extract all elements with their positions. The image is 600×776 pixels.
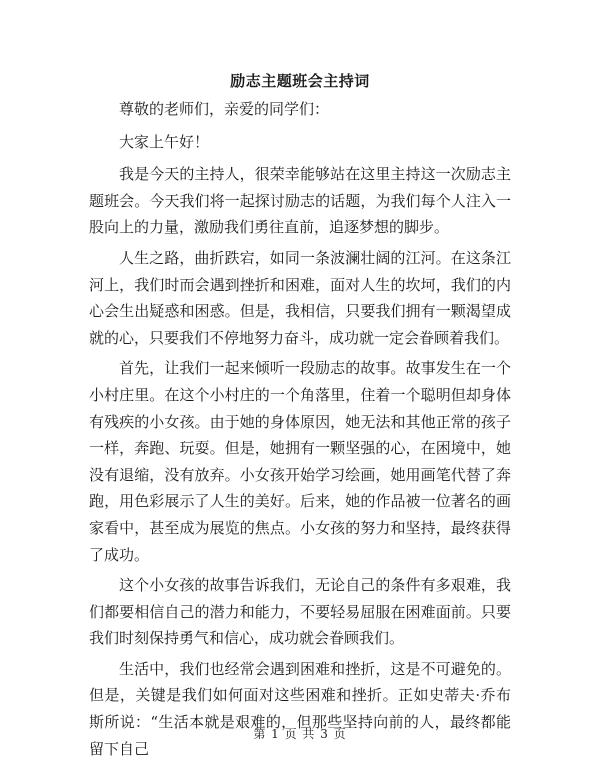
salutation-paragraph: 尊敬的老师们，亲爱的同学们： <box>119 100 330 118</box>
body-paragraph-quote: 生活中，我们也经常会遇到困难和挫折，这是不可避免的。但是，关键是我们如何面对这些困难和挫折。正如史蒂夫·乔布斯所说：“生活本就是艰难的，但那些坚持向前的人，最终都能留下自己 <box>89 659 511 758</box>
body-paragraph-life-path: 人生之路，曲折跌宕，如同一条波澜壮阔的江河。在这条江河上，我们时而会遇到挫折和困难，面对人生的坎坷，我们的内心会生出疑惑和困惑。但是，我相信，只要我们拥有一颗渴望成就的心，只要我们不停地努力奋斗，成功就一定会眷顾着我们。 <box>89 248 511 347</box>
page-number-footer: 第 1 页 共 3 页 <box>253 727 347 741</box>
body-paragraph-intro: 我是今天的主持人，很荣幸能够站在这里主持这一次励志主题班会。今天我们将一起探讨励志的话题，为我们每个人注入一股向上的力量，激励我们勇往直前，追逐梦想的脚步。 <box>89 165 511 237</box>
body-paragraph-story: 首先，让我们一起来倾听一段励志的故事。故事发生在一个小村庄里。在这个小村庄的一个角落里，住着一个聪明但却身体有残疾的小女孩。由于她的身体原因，她无法和其他正常的孩子一样，奔跑、玩耍。但是，她拥有一颗坚强的心，在困境中，她没有退缩，没有放弃。小女孩开始学习绘画，她用画笔代替了奔跑，用色彩展示了人生的美好。后来，她的作品被一位著名的画家看中，甚至成为展览的焦点。小女孩的努力和坚持，最终获得了成功。 <box>89 359 511 564</box>
document-body <box>89 96 511 766</box>
document-title: 励志主题班会主持词 <box>230 72 370 90</box>
body-paragraph-lesson: 这个小女孩的故事告诉我们，无论自己的条件有多艰难，我们都要相信自己的潜力和能力，不要轻易屈服在困难面前。只要我们时刻保持勇气和信心，成功就会眷顾我们。 <box>89 576 511 648</box>
greeting-paragraph: 大家上午好！ <box>119 132 210 151</box>
